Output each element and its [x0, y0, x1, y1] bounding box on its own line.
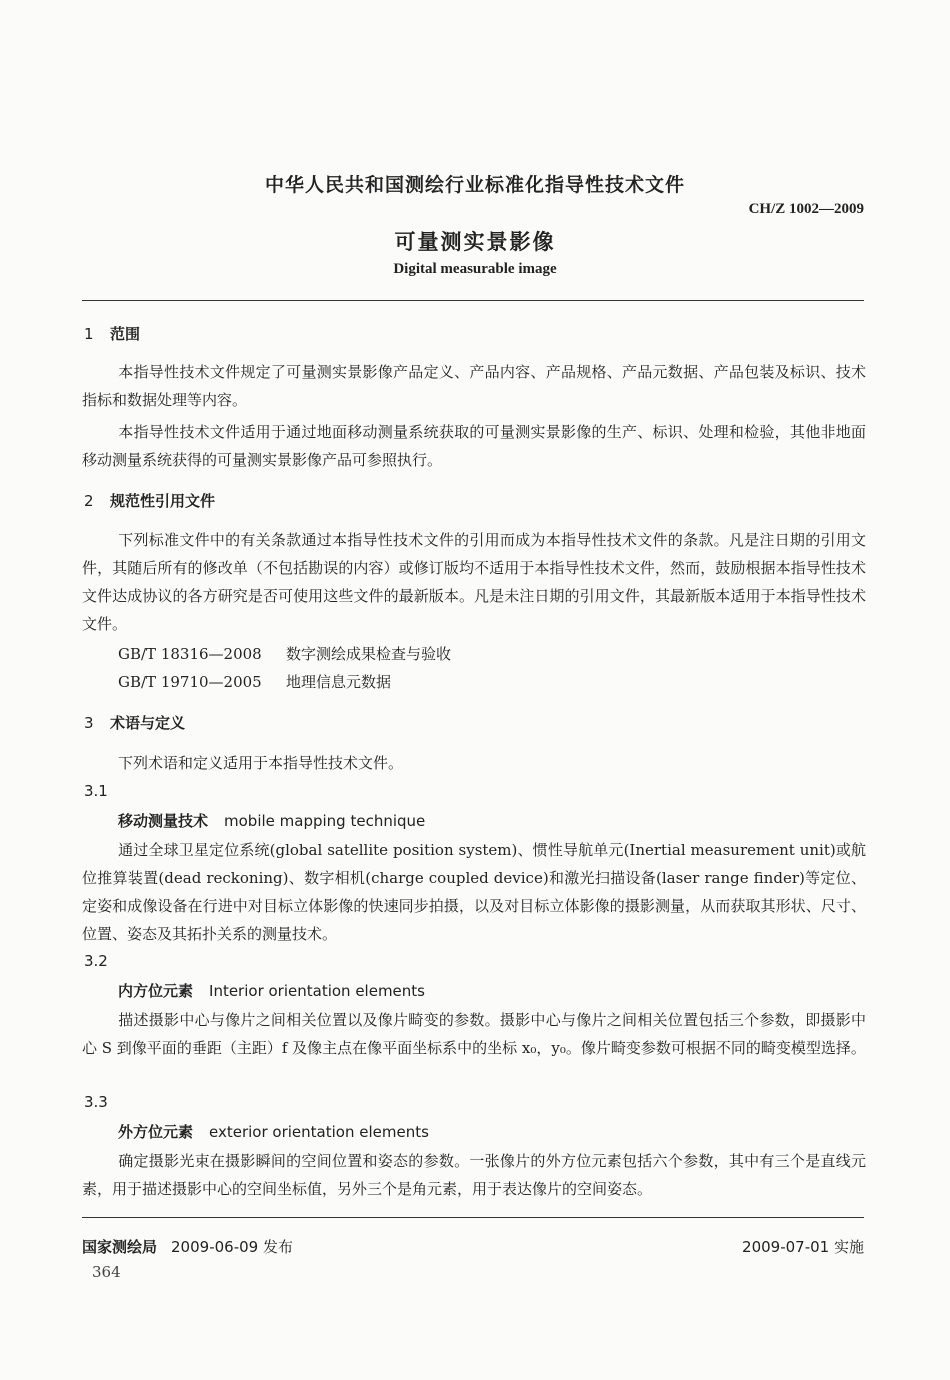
term-cn: 外方位元素 [118, 1123, 194, 1141]
section-number: 3 [84, 714, 94, 732]
term-en: exterior orientation elements [209, 1123, 429, 1141]
standard-code: CH/Z 1002—2009 [748, 201, 864, 217]
reference-code: GB/T 19710—2005 [118, 673, 262, 691]
term-heading [118, 810, 425, 831]
publish-info [82, 1236, 293, 1257]
section-1-paragraph-2: 本指导性技术文件适用于通过地面移动测量系统获取的可量测实景影像的生产、标识、处理和检验，其他非地面移动测量系统获得的可量测实景影像产品可参照执行。 [82, 423, 866, 469]
term-number: 3.2 [84, 952, 108, 970]
publish-date: 2009-06-09 发布 [171, 1238, 293, 1256]
section-2-paragraph-1: 下列标准文件中的有关条款通过本指导性技术文件的引用而成为本指导性技术文件的条款。凡是注日期的引用文件，其随后所有的修改单（不包括勘误的内容）或修订版均不适用于本指导性技术文件，然而，鼓励根据本指导性技术文件达成协议的各方研究是否可使用这些文件的最新版本。凡是未注日期的引用文件，其最新版本适用于本指导性技术文件。 [82, 531, 866, 633]
term-definition: 描述摄影中心与像片之间相关位置以及像片畸变的参数。摄影中心与像片之间相关位置包括三个参数，即摄影中心 S 到像平面的垂距（主距）f 及像主点在像平面坐标系中的坐标 x₀，y₀。像片畸变参数可根据不同的畸变模型选择。 [82, 1011, 866, 1057]
section-title: 范围 [110, 325, 141, 343]
section-title: 术语与定义 [110, 714, 186, 732]
effective-date: 2009-07-01 实施 [742, 1238, 864, 1256]
reference-code: GB/T 18316—2008 [118, 645, 262, 663]
section-3-heading [84, 712, 185, 733]
reference-name: 地理信息元数据 [286, 673, 392, 691]
term-cn: 移动测量技术 [118, 812, 209, 830]
section-number: 1 [84, 325, 94, 343]
org-title: 中华人民共和国测绘行业标准化指导性技术文件 [264, 174, 685, 196]
term-en: Interior orientation elements [209, 982, 425, 1000]
reference-item [118, 643, 451, 664]
document-title-en: Digital measurable image [393, 261, 557, 277]
term-heading [118, 980, 425, 1001]
reference-item [118, 671, 391, 692]
page-number: 364 [92, 1263, 121, 1281]
publisher: 国家测绘局 [82, 1238, 158, 1256]
term-cn: 内方位元素 [118, 982, 194, 1000]
section-title: 规范性引用文件 [110, 492, 216, 510]
term-definition: 通过全球卫星定位系统(global satellite position system)、惯性导航单元(Inertial measurement unit)或航位推算装置(dead reckoning)、数字相机(charge coupled device)和激光扫描设备(laser range finder)等定位、定姿和成像设备在行进中对目标立体影像的快速同步拍摄，以及对目标立体影像的摄影测量，从而获取其形状、尺寸、位置、姿态及其拓扑关系的测量技术。 [82, 841, 866, 943]
reference-name: 数字测绘成果检查与验收 [286, 645, 452, 663]
section-number: 2 [84, 492, 94, 510]
section-2-heading [84, 490, 215, 511]
footer-rule [82, 1217, 864, 1218]
term-number: 3.3 [84, 1093, 108, 1111]
section-1-heading [84, 323, 140, 344]
term-number: 3.1 [84, 782, 108, 800]
term-definition: 确定摄影光束在摄影瞬间的空间位置和姿态的参数。一张像片的外方位元素包括六个参数，其中有三个是直线元素，用于描述摄影中心的空间坐标值，另外三个是角元素，用于表达像片的空间姿态。 [82, 1152, 866, 1198]
header-rule [82, 300, 864, 301]
section-3-intro: 下列术语和定义适用于本指导性技术文件。 [118, 754, 404, 772]
term-en: mobile mapping technique [224, 812, 426, 830]
document-title-cn: 可量测实景影像 [394, 230, 556, 254]
section-1-paragraph-1: 本指导性技术文件规定了可量测实景影像产品定义、产品内容、产品规格、产品元数据、产品包装及标识、技术指标和数据处理等内容。 [82, 363, 866, 409]
term-heading [118, 1121, 429, 1142]
